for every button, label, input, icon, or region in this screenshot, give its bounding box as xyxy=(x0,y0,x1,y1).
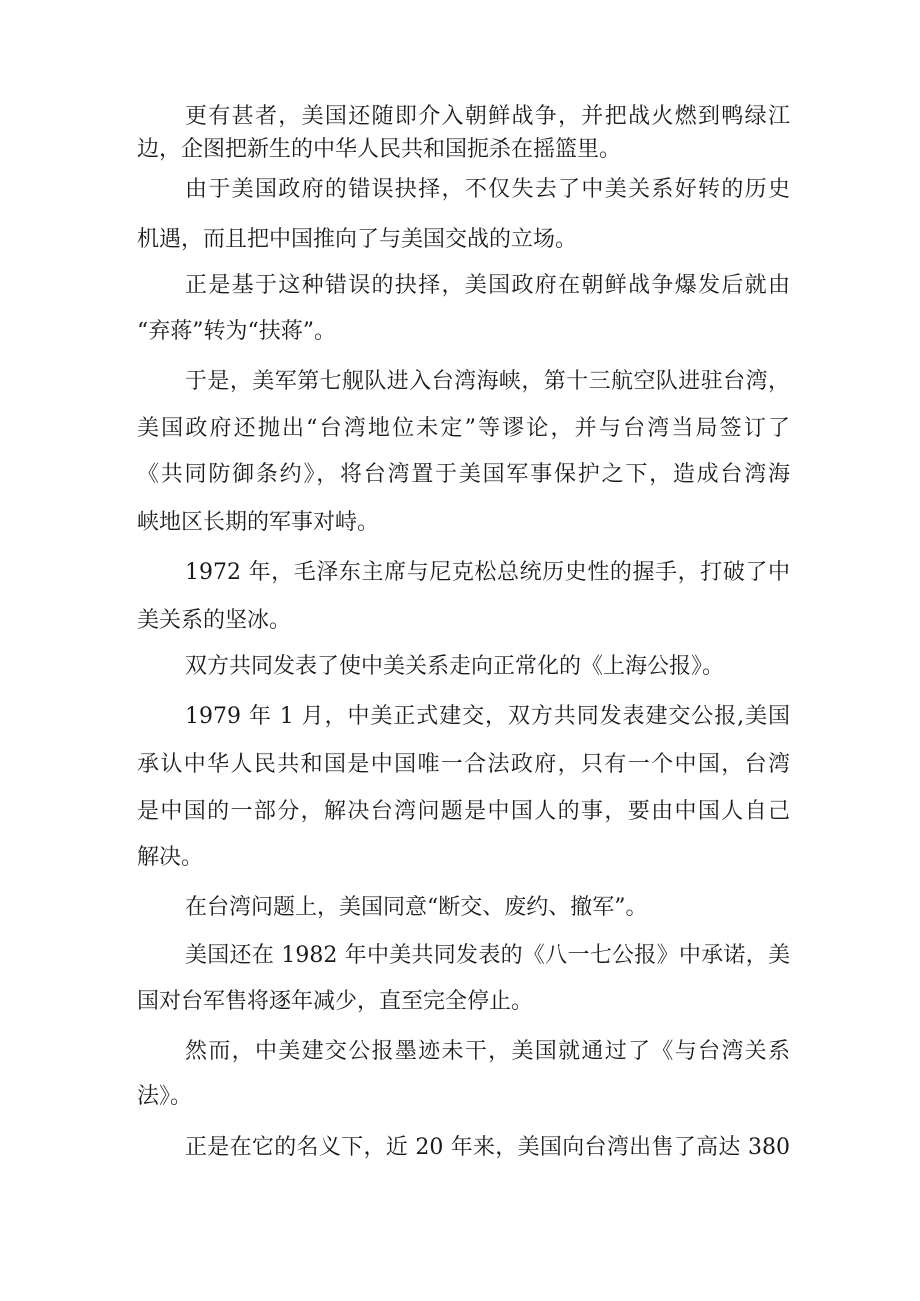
paragraph-line: 国对台军售将逐年减少，直至完全停止。 xyxy=(137,989,534,1014)
paragraph-line: 1979 年 1 月，中美正式建交，双方共同发表建交公报,美国 xyxy=(185,704,790,729)
paragraph-line: 峡地区长期的军事对峙。 xyxy=(137,510,380,535)
paragraph-line: 双方共同发表了使中美关系走向正常化的《上海公报》。 xyxy=(185,654,725,679)
paragraph-line: 法》。 xyxy=(137,1084,193,1109)
paragraph-line: 在台湾问题上，美国同意“断交、废约、撤军”。 xyxy=(185,895,648,920)
paragraph-line: 由于美国政府的错误抉择，不仅失去了中美关系好转的历史 xyxy=(185,177,790,202)
paragraph-line: 机遇，而且把中国推向了与美国交战的立场。 xyxy=(137,227,578,252)
paragraph-line: 于是，美军第七舰队进入台湾海峡，第十三航空队进驻台湾， xyxy=(185,369,790,394)
paragraph-line: 美关系的坚冰。 xyxy=(137,608,292,633)
paragraph-line: 正是基于这种错误的抉择，美国政府在朝鲜战争爆发后就由 xyxy=(185,273,790,298)
paragraph-line: 1972 年，毛泽东主席与尼克松总统历史性的握手，打破了中 xyxy=(185,560,790,585)
paragraph-line: 《共同防御条约》，将台湾置于美国军事保护之下，造成台湾海 xyxy=(137,462,790,487)
paragraph-line: 承认中华人民共和国是中国唯一合法政府，只有一个中国，台湾 xyxy=(137,752,790,777)
paragraph-line: 美国政府还抛出“台湾地位未定”等谬论，并与台湾当局签订了 xyxy=(137,416,790,441)
paragraph-line: 美国还在 1982 年中美共同发表的《八一七公报》中承诺，美 xyxy=(185,943,790,968)
paragraph-line: 正是在它的名义下，近 20 年来，美国向台湾出售了高达 380 xyxy=(185,1135,790,1160)
paragraph-line: “弃蒋”转为“扶蒋”。 xyxy=(137,319,336,344)
paragraph-line: 边，企图把新生的中华人民共和国扼杀在摇篮里。 xyxy=(137,137,622,162)
paragraph-line: 更有甚者，美国还随即介入朝鲜战争，并把战火燃到鸭绿江 xyxy=(185,104,790,129)
paragraph-line: 然而，中美建交公报墨迹未干，美国就通过了《与台湾关系 xyxy=(185,1039,790,1064)
paragraph-line: 解决。 xyxy=(137,845,204,870)
paragraph-line: 是中国的一部分，解决台湾问题是中国人的事，要由中国人自己 xyxy=(137,799,790,824)
